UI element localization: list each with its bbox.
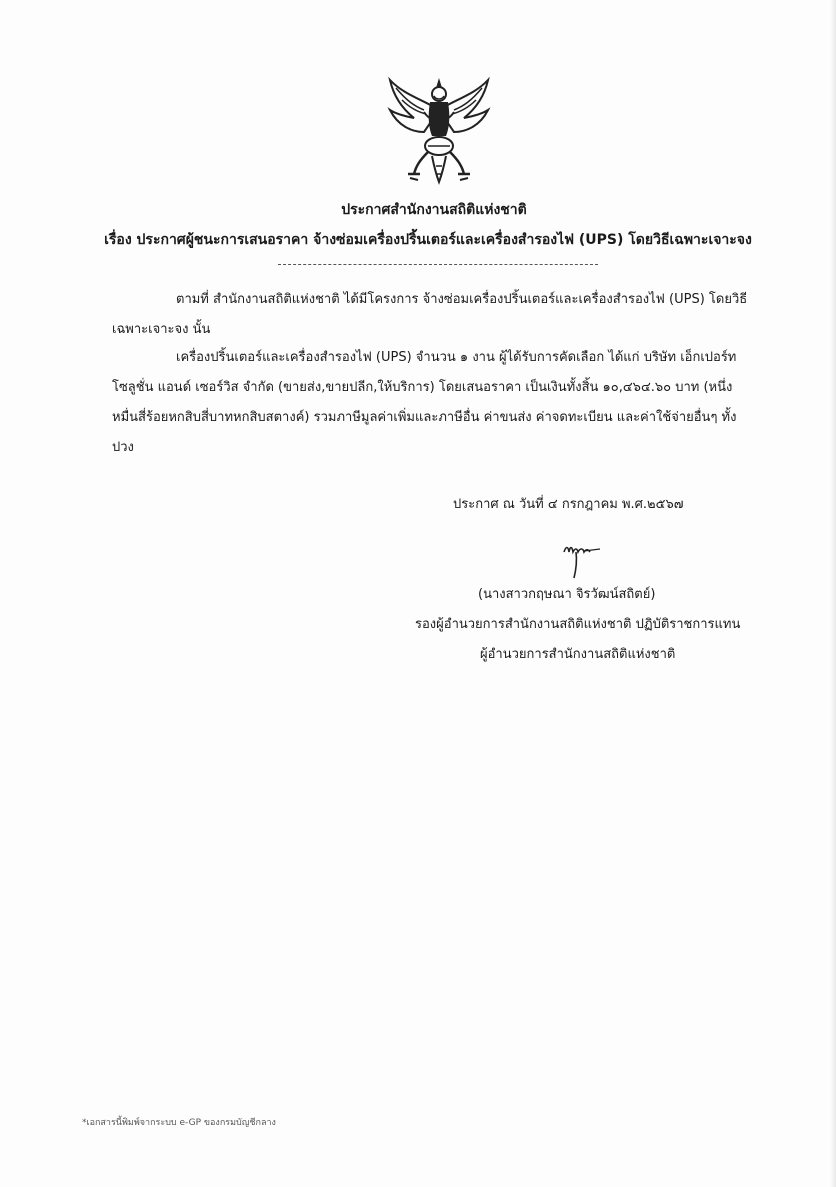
garuda-emblem-icon bbox=[384, 70, 494, 190]
handwritten-signature-icon bbox=[560, 540, 610, 580]
signatory-position-line-1: รองผู้อำนวยการสำนักงานสถิติแห่งชาติ ปฏิบัติราชการแทน bbox=[415, 617, 741, 632]
body-paragraph-2 bbox=[112, 343, 752, 463]
footer-note: *เอกสารนี้พิมพ์จากระบบ e-GP ของกรมบัญชีกลาง bbox=[82, 1118, 276, 1128]
signatory-name: (นางสาวกฤษณา จิรวัฒน์สถิตย์) bbox=[478, 587, 656, 602]
body-paragraph-1-text: ตามที่ สำนักงานสถิติแห่งชาติ ได้มีโครงการ จ้างซ่อมเครื่องปริ้นเตอร์และเครื่องสำรองไฟ (UPS) โดยวิธีเฉพาะเจาะจง นั้น bbox=[112, 292, 748, 337]
announcement-title: ประกาศสำนักงานสถิติแห่งชาติ bbox=[341, 202, 527, 218]
signatory-position-line-2: ผู้อำนวยการสำนักงานสถิติแห่งชาติ bbox=[480, 647, 676, 662]
scan-edge-shadow bbox=[830, 0, 836, 1187]
announcement-subject: เรื่อง ประกาศผู้ชนะการเสนอราคา จ้างซ่อมเครื่องปริ้นเตอร์และเครื่องสำรองไฟ (UPS) โดยวิธีเฉพาะเจาะจง bbox=[104, 232, 752, 248]
body-paragraph-1 bbox=[112, 285, 752, 345]
divider-line bbox=[278, 264, 598, 265]
announcement-date: ประกาศ ณ วันที่ ๔ กรกฎาคม พ.ศ.๒๕๖๗ bbox=[453, 497, 684, 512]
body-paragraph-2-text: เครื่องปริ้นเตอร์และเครื่องสำรองไฟ (UPS) จำนวน ๑ งาน ผู้ได้รับการคัดเลือก ได้แก่ บริษัท เอ็กเปอร์ท โซลูชั่น แอนด์ เซอร์วิส จำกัด (ขายส่ง,ขายปลีก,ให้บริการ) โดยเสนอราคา เป็นเงินทั้งสิ้น ๑๐,๔๖๔.๖๐ บาท (หนึ่งหมื่นสี่ร้อยหกสิบสี่บาทหกสิบสตางค์) รวมภาษีมูลค่าเพิ่มและภาษีอื่น ค่าขนส่ง ค่าจดทะเบียน และค่าใช้จ่ายอื่นๆ ทั้งปวง bbox=[112, 350, 737, 455]
